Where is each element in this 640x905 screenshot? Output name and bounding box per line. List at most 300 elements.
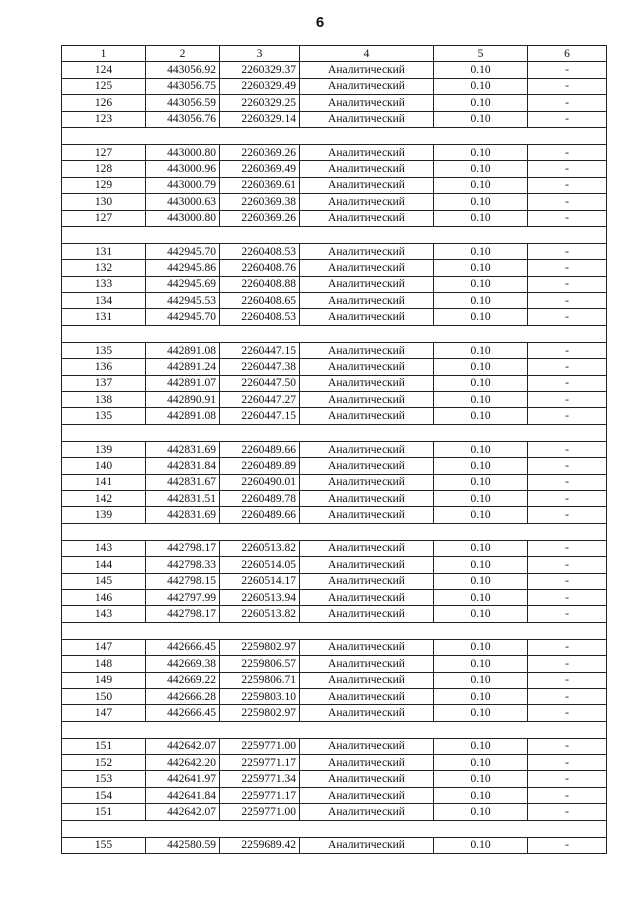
point-number-cell: 133 — [62, 276, 146, 292]
x-coordinate-cell: 442642.20 — [146, 755, 220, 771]
method-cell: Аналитический — [300, 144, 434, 160]
x-coordinate-cell: 443056.92 — [146, 62, 220, 78]
table-body — [62, 62, 607, 854]
method-cell: Аналитический — [300, 490, 434, 506]
table-row — [62, 293, 607, 309]
method-cell: Аналитический — [300, 804, 434, 820]
y-coordinate-cell: 2259806.57 — [220, 656, 300, 672]
page-number: 6 — [315, 14, 325, 31]
accuracy-cell: 0.10 — [434, 194, 528, 210]
x-coordinate-cell: 443000.96 — [146, 161, 220, 177]
y-coordinate-cell: 2259802.97 — [220, 639, 300, 655]
x-coordinate-cell: 443056.75 — [146, 78, 220, 94]
note-cell: - — [528, 111, 607, 127]
table-row — [62, 639, 607, 655]
point-number-cell: 127 — [62, 210, 146, 226]
y-coordinate-cell: 2260514.17 — [220, 573, 300, 589]
header-cell: 1 — [62, 46, 146, 62]
note-cell: - — [528, 161, 607, 177]
method-cell: Аналитический — [300, 639, 434, 655]
point-number-cell: 147 — [62, 639, 146, 655]
note-cell: - — [528, 441, 607, 457]
point-number-cell: 131 — [62, 243, 146, 259]
header-cell: 5 — [434, 46, 528, 62]
accuracy-cell: 0.10 — [434, 293, 528, 309]
accuracy-cell: 0.10 — [434, 111, 528, 127]
table-row — [62, 243, 607, 259]
note-cell: - — [528, 606, 607, 622]
method-cell: Аналитический — [300, 474, 434, 490]
accuracy-cell: 0.10 — [434, 210, 528, 226]
accuracy-cell: 0.10 — [434, 573, 528, 589]
x-coordinate-cell: 442831.69 — [146, 507, 220, 523]
y-coordinate-cell: 2260329.37 — [220, 62, 300, 78]
point-number-cell: 150 — [62, 688, 146, 704]
y-coordinate-cell: 2260329.25 — [220, 95, 300, 111]
separator-cell — [62, 325, 607, 342]
point-number-cell: 135 — [62, 342, 146, 358]
x-coordinate-cell: 443000.80 — [146, 210, 220, 226]
point-number-cell: 132 — [62, 260, 146, 276]
y-coordinate-cell: 2260447.50 — [220, 375, 300, 391]
y-coordinate-cell: 2260489.78 — [220, 490, 300, 506]
table-row — [62, 837, 607, 853]
y-coordinate-cell: 2260447.27 — [220, 392, 300, 408]
method-cell: Аналитический — [300, 787, 434, 803]
accuracy-cell: 0.10 — [434, 606, 528, 622]
point-number-cell: 129 — [62, 177, 146, 193]
note-cell: - — [528, 771, 607, 787]
point-number-cell: 143 — [62, 540, 146, 556]
table-row — [62, 458, 607, 474]
method-cell: Аналитический — [300, 243, 434, 259]
point-number-cell: 123 — [62, 111, 146, 127]
table-row — [62, 507, 607, 523]
table-row — [62, 342, 607, 358]
point-number-cell: 125 — [62, 78, 146, 94]
note-cell: - — [528, 672, 607, 688]
table-row — [62, 688, 607, 704]
x-coordinate-cell: 442669.22 — [146, 672, 220, 688]
accuracy-cell: 0.10 — [434, 359, 528, 375]
point-number-cell: 155 — [62, 837, 146, 853]
note-cell: - — [528, 474, 607, 490]
table-row — [62, 540, 607, 556]
note-cell: - — [528, 573, 607, 589]
group-separator-row — [62, 325, 607, 342]
x-coordinate-cell: 442797.99 — [146, 589, 220, 605]
method-cell: Аналитический — [300, 573, 434, 589]
x-coordinate-cell: 442890.91 — [146, 392, 220, 408]
point-number-cell: 126 — [62, 95, 146, 111]
note-cell: - — [528, 260, 607, 276]
table-row — [62, 375, 607, 391]
group-separator-row — [62, 523, 607, 540]
method-cell: Аналитический — [300, 210, 434, 226]
method-cell: Аналитический — [300, 309, 434, 325]
y-coordinate-cell: 2260329.14 — [220, 111, 300, 127]
separator-cell — [62, 523, 607, 540]
y-coordinate-cell: 2260513.82 — [220, 606, 300, 622]
x-coordinate-cell: 442945.86 — [146, 260, 220, 276]
table-row — [62, 260, 607, 276]
table-row — [62, 276, 607, 292]
x-coordinate-cell: 442666.28 — [146, 688, 220, 704]
method-cell: Аналитический — [300, 688, 434, 704]
table-row — [62, 490, 607, 506]
group-separator-row — [62, 820, 607, 837]
method-cell: Аналитический — [300, 95, 434, 111]
note-cell: - — [528, 458, 607, 474]
accuracy-cell: 0.10 — [434, 243, 528, 259]
method-cell: Аналитический — [300, 672, 434, 688]
x-coordinate-cell: 442798.17 — [146, 540, 220, 556]
point-number-cell: 139 — [62, 441, 146, 457]
note-cell: - — [528, 787, 607, 803]
table-row — [62, 78, 607, 94]
y-coordinate-cell: 2260408.53 — [220, 243, 300, 259]
note-cell: - — [528, 293, 607, 309]
point-number-cell: 147 — [62, 705, 146, 721]
table-row — [62, 787, 607, 803]
method-cell: Аналитический — [300, 392, 434, 408]
x-coordinate-cell: 442669.38 — [146, 656, 220, 672]
table-header — [62, 46, 607, 62]
y-coordinate-cell: 2259771.34 — [220, 771, 300, 787]
note-cell: - — [528, 375, 607, 391]
point-number-cell: 135 — [62, 408, 146, 424]
note-cell: - — [528, 309, 607, 325]
table-row — [62, 309, 607, 325]
accuracy-cell: 0.10 — [434, 375, 528, 391]
note-cell: - — [528, 210, 607, 226]
method-cell: Аналитический — [300, 194, 434, 210]
y-coordinate-cell: 2260369.26 — [220, 144, 300, 160]
point-number-cell: 124 — [62, 62, 146, 78]
y-coordinate-cell: 2260447.15 — [220, 342, 300, 358]
note-cell: - — [528, 177, 607, 193]
x-coordinate-cell: 443000.63 — [146, 194, 220, 210]
table-row — [62, 194, 607, 210]
method-cell: Аналитический — [300, 342, 434, 358]
note-cell: - — [528, 804, 607, 820]
note-cell: - — [528, 342, 607, 358]
x-coordinate-cell: 442642.07 — [146, 738, 220, 754]
method-cell: Аналитический — [300, 78, 434, 94]
method-cell: Аналитический — [300, 606, 434, 622]
y-coordinate-cell: 2260329.49 — [220, 78, 300, 94]
note-cell: - — [528, 507, 607, 523]
table-row — [62, 474, 607, 490]
table-row — [62, 589, 607, 605]
x-coordinate-cell: 442831.67 — [146, 474, 220, 490]
method-cell: Аналитический — [300, 62, 434, 78]
method-cell: Аналитический — [300, 540, 434, 556]
table-row — [62, 705, 607, 721]
y-coordinate-cell: 2259802.97 — [220, 705, 300, 721]
accuracy-cell: 0.10 — [434, 507, 528, 523]
method-cell: Аналитический — [300, 837, 434, 853]
note-cell: - — [528, 62, 607, 78]
method-cell: Аналитический — [300, 589, 434, 605]
accuracy-cell: 0.10 — [434, 441, 528, 457]
accuracy-cell: 0.10 — [434, 656, 528, 672]
y-coordinate-cell: 2259803.10 — [220, 688, 300, 704]
note-cell: - — [528, 540, 607, 556]
method-cell: Аналитический — [300, 359, 434, 375]
point-number-cell: 152 — [62, 755, 146, 771]
accuracy-cell: 0.10 — [434, 309, 528, 325]
y-coordinate-cell: 2260514.05 — [220, 557, 300, 573]
x-coordinate-cell: 442831.69 — [146, 441, 220, 457]
point-number-cell: 131 — [62, 309, 146, 325]
point-number-cell: 144 — [62, 557, 146, 573]
table-row — [62, 672, 607, 688]
y-coordinate-cell: 2260489.66 — [220, 441, 300, 457]
table-row — [62, 573, 607, 589]
method-cell: Аналитический — [300, 705, 434, 721]
method-cell: Аналитический — [300, 738, 434, 754]
method-cell: Аналитический — [300, 755, 434, 771]
group-separator-row — [62, 721, 607, 738]
accuracy-cell: 0.10 — [434, 95, 528, 111]
method-cell: Аналитический — [300, 375, 434, 391]
header-cell: 3 — [220, 46, 300, 62]
point-number-cell: 151 — [62, 738, 146, 754]
point-number-cell: 143 — [62, 606, 146, 622]
table-row — [62, 210, 607, 226]
point-number-cell: 149 — [62, 672, 146, 688]
point-number-cell: 145 — [62, 573, 146, 589]
x-coordinate-cell: 442891.08 — [146, 342, 220, 358]
coordinates-table — [61, 45, 607, 854]
y-coordinate-cell: 2260447.15 — [220, 408, 300, 424]
method-cell: Аналитический — [300, 111, 434, 127]
note-cell: - — [528, 194, 607, 210]
accuracy-cell: 0.10 — [434, 589, 528, 605]
y-coordinate-cell: 2259771.17 — [220, 755, 300, 771]
table-row — [62, 557, 607, 573]
point-number-cell: 148 — [62, 656, 146, 672]
x-coordinate-cell: 442642.07 — [146, 804, 220, 820]
accuracy-cell: 0.10 — [434, 672, 528, 688]
accuracy-cell: 0.10 — [434, 540, 528, 556]
note-cell: - — [528, 589, 607, 605]
separator-cell — [62, 127, 607, 144]
y-coordinate-cell: 2260408.53 — [220, 309, 300, 325]
x-coordinate-cell: 442641.84 — [146, 787, 220, 803]
point-number-cell: 153 — [62, 771, 146, 787]
x-coordinate-cell: 442891.08 — [146, 408, 220, 424]
header-row — [62, 46, 607, 62]
x-coordinate-cell: 442945.69 — [146, 276, 220, 292]
note-cell: - — [528, 688, 607, 704]
accuracy-cell: 0.10 — [434, 837, 528, 853]
group-separator-row — [62, 226, 607, 243]
note-cell: - — [528, 95, 607, 111]
method-cell: Аналитический — [300, 458, 434, 474]
table-row — [62, 62, 607, 78]
x-coordinate-cell: 443056.59 — [146, 95, 220, 111]
table-row — [62, 359, 607, 375]
header-cell: 4 — [300, 46, 434, 62]
point-number-cell: 127 — [62, 144, 146, 160]
method-cell: Аналитический — [300, 161, 434, 177]
y-coordinate-cell: 2260408.88 — [220, 276, 300, 292]
point-number-cell: 142 — [62, 490, 146, 506]
point-number-cell: 154 — [62, 787, 146, 803]
accuracy-cell: 0.10 — [434, 62, 528, 78]
table-row — [62, 771, 607, 787]
header-cell: 2 — [146, 46, 220, 62]
method-cell: Аналитический — [300, 408, 434, 424]
accuracy-cell: 0.10 — [434, 557, 528, 573]
group-separator-row — [62, 424, 607, 441]
method-cell: Аналитический — [300, 507, 434, 523]
accuracy-cell: 0.10 — [434, 639, 528, 655]
accuracy-cell: 0.10 — [434, 144, 528, 160]
table-row — [62, 95, 607, 111]
point-number-cell: 128 — [62, 161, 146, 177]
point-number-cell: 146 — [62, 589, 146, 605]
note-cell: - — [528, 276, 607, 292]
point-number-cell: 137 — [62, 375, 146, 391]
x-coordinate-cell: 443056.76 — [146, 111, 220, 127]
point-number-cell: 134 — [62, 293, 146, 309]
method-cell: Аналитический — [300, 260, 434, 276]
method-cell: Аналитический — [300, 771, 434, 787]
y-coordinate-cell: 2260369.38 — [220, 194, 300, 210]
point-number-cell: 136 — [62, 359, 146, 375]
method-cell: Аналитический — [300, 293, 434, 309]
accuracy-cell: 0.10 — [434, 408, 528, 424]
y-coordinate-cell: 2259771.00 — [220, 738, 300, 754]
note-cell: - — [528, 144, 607, 160]
table-row — [62, 656, 607, 672]
table-row — [62, 441, 607, 457]
x-coordinate-cell: 442891.24 — [146, 359, 220, 375]
x-coordinate-cell: 442666.45 — [146, 705, 220, 721]
accuracy-cell: 0.10 — [434, 276, 528, 292]
note-cell: - — [528, 392, 607, 408]
note-cell: - — [528, 705, 607, 721]
method-cell: Аналитический — [300, 441, 434, 457]
group-separator-row — [62, 127, 607, 144]
note-cell: - — [528, 738, 607, 754]
x-coordinate-cell: 442798.33 — [146, 557, 220, 573]
note-cell: - — [528, 837, 607, 853]
accuracy-cell: 0.10 — [434, 804, 528, 820]
accuracy-cell: 0.10 — [434, 490, 528, 506]
method-cell: Аналитический — [300, 656, 434, 672]
x-coordinate-cell: 442798.15 — [146, 573, 220, 589]
x-coordinate-cell: 442831.84 — [146, 458, 220, 474]
note-cell: - — [528, 490, 607, 506]
separator-cell — [62, 721, 607, 738]
table-row — [62, 755, 607, 771]
y-coordinate-cell: 2259771.17 — [220, 787, 300, 803]
accuracy-cell: 0.10 — [434, 738, 528, 754]
y-coordinate-cell: 2259689.42 — [220, 837, 300, 853]
accuracy-cell: 0.10 — [434, 161, 528, 177]
accuracy-cell: 0.10 — [434, 688, 528, 704]
separator-cell — [62, 820, 607, 837]
note-cell: - — [528, 557, 607, 573]
separator-cell — [62, 226, 607, 243]
y-coordinate-cell: 2260513.94 — [220, 589, 300, 605]
separator-cell — [62, 424, 607, 441]
accuracy-cell: 0.10 — [434, 392, 528, 408]
x-coordinate-cell: 442666.45 — [146, 639, 220, 655]
table-row — [62, 111, 607, 127]
y-coordinate-cell: 2260513.82 — [220, 540, 300, 556]
method-cell: Аналитический — [300, 276, 434, 292]
table-row — [62, 804, 607, 820]
table-row — [62, 408, 607, 424]
note-cell: - — [528, 639, 607, 655]
y-coordinate-cell: 2260408.65 — [220, 293, 300, 309]
note-cell: - — [528, 408, 607, 424]
point-number-cell: 141 — [62, 474, 146, 490]
note-cell: - — [528, 243, 607, 259]
header-cell: 6 — [528, 46, 607, 62]
point-number-cell: 130 — [62, 194, 146, 210]
accuracy-cell: 0.10 — [434, 177, 528, 193]
table-row — [62, 738, 607, 754]
y-coordinate-cell: 2260369.61 — [220, 177, 300, 193]
point-number-cell: 151 — [62, 804, 146, 820]
accuracy-cell: 0.10 — [434, 78, 528, 94]
y-coordinate-cell: 2260408.76 — [220, 260, 300, 276]
point-number-cell: 139 — [62, 507, 146, 523]
table-row — [62, 144, 607, 160]
group-separator-row — [62, 622, 607, 639]
note-cell: - — [528, 656, 607, 672]
x-coordinate-cell: 442580.59 — [146, 837, 220, 853]
y-coordinate-cell: 2259771.00 — [220, 804, 300, 820]
x-coordinate-cell: 442798.17 — [146, 606, 220, 622]
table-row — [62, 177, 607, 193]
method-cell: Аналитический — [300, 177, 434, 193]
accuracy-cell: 0.10 — [434, 755, 528, 771]
y-coordinate-cell: 2260489.66 — [220, 507, 300, 523]
x-coordinate-cell: 442831.51 — [146, 490, 220, 506]
accuracy-cell: 0.10 — [434, 260, 528, 276]
x-coordinate-cell: 442945.53 — [146, 293, 220, 309]
note-cell: - — [528, 755, 607, 771]
accuracy-cell: 0.10 — [434, 787, 528, 803]
y-coordinate-cell: 2259806.71 — [220, 672, 300, 688]
accuracy-cell: 0.10 — [434, 705, 528, 721]
point-number-cell: 138 — [62, 392, 146, 408]
y-coordinate-cell: 2260369.26 — [220, 210, 300, 226]
accuracy-cell: 0.10 — [434, 771, 528, 787]
table-row — [62, 161, 607, 177]
note-cell: - — [528, 78, 607, 94]
y-coordinate-cell: 2260447.38 — [220, 359, 300, 375]
point-number-cell: 140 — [62, 458, 146, 474]
x-coordinate-cell: 442945.70 — [146, 243, 220, 259]
table-row — [62, 392, 607, 408]
x-coordinate-cell: 442891.07 — [146, 375, 220, 391]
y-coordinate-cell: 2260369.49 — [220, 161, 300, 177]
x-coordinate-cell: 442945.70 — [146, 309, 220, 325]
y-coordinate-cell: 2260490.01 — [220, 474, 300, 490]
x-coordinate-cell: 443000.79 — [146, 177, 220, 193]
method-cell: Аналитический — [300, 557, 434, 573]
accuracy-cell: 0.10 — [434, 474, 528, 490]
y-coordinate-cell: 2260489.89 — [220, 458, 300, 474]
